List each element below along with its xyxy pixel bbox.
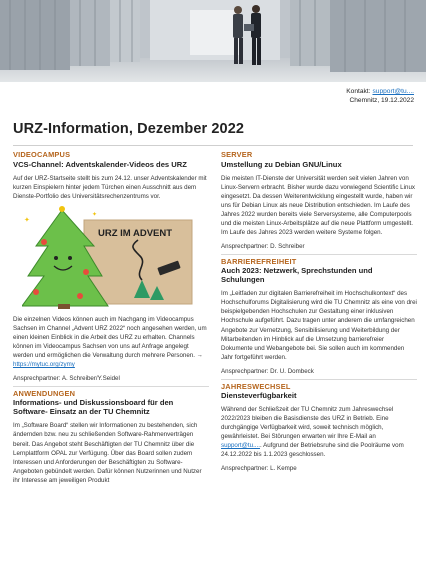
contact-block [346,87,414,105]
article-contact: Ansprechpartner: D. Schreiber [221,242,305,250]
place-date: Chemnitz, 19.12.2022 [349,97,414,104]
article-category: JAHRESWECHSEL [221,381,291,391]
left-column [13,151,209,485]
article-category: SERVER [221,150,253,159]
article-body: Im „Leitfaden zur digitalen Barrierefreiheit im Hochschulkontext“ des Hochschulforums Digitalisierung wird die TU Chemnitz als eine von drei beispielgebenden Hochschulen zur Gestaltung einer inklusiven Hochschule aufgeführt. Dazu tragen unter anderem die umfangreichen Angebote zur Vernetzung, Sensibilisierung und Weiterbildung der Mitarbeitenden im Hinblick auf die Umsetzung barrierefreier Dokumente und Webangebote bei. Sie sollen auch im kommenden Jahr fortgeführt werden. [221,290,417,361]
contact-label: Kontakt: [346,88,371,95]
section-divider [221,254,417,255]
title-rule [13,145,413,146]
christmas-tree-illustration [22,206,196,309]
svg-text:✦: ✦ [92,210,98,218]
article-body: Die meisten IT-Dienste der Universität werden seit vielen Jahren von Linux-Servern erbracht. Bisher wurde dazu vorwiegend Scientific Linux eingesetzt. Da dessen Weiterentwicklung eingestellt wurde, haben wir uns für Debian Linux als neue Distribution entschieden. Im Laufe des Jahres 2022 wurden bereits viele Serversysteme, alle Computerpools und die meisten Linux-Arbeitsplätze auf die neue Plattform umgestellt. Im Laufe des Jahres 2023 werden weitere Systeme folgen. [221,174,415,236]
server-room-photo [0,0,426,82]
server-room-illustration [0,0,426,82]
article-heading: VCS-Channel: Adventskalender-Videos des URZ [13,159,187,169]
article-heading: Auch 2023: Netzwerk, Sprechstunden und Schulungen [221,266,373,285]
contact-email-link[interactable]: support@tu.... [372,88,414,95]
article-contact: Ansprechpartner: A. Schreiber/Y.Seidel [13,374,120,382]
vcs-channel-link[interactable]: https://mytuc.org/zymy [13,360,75,368]
illustration-caption: URZ IM ADVENT [98,227,173,239]
article-category: ANWENDUNGEN [13,388,76,398]
advent-illustration [22,206,196,309]
article-body: Während der Schließzeit der TU Chemnitz zum Jahreswechsel 2022/2023 bleiben die Basisdienste des URZ in Betrieb. Eine durchgängige Verfügbarkeit wird, soweit technisch möglich, gewährleistet. Bei Störungen erwarten wir Ihre E-Mail an support@tu..... Aufgrund der Betriebsruhe sind die Poolräume vom 24.12.2022 bis 1.1.2023 geschlossen. [221,406,404,459]
svg-text:✦: ✦ [24,215,30,224]
article-heading: Umstellung zu Debian GNU/Linux [221,159,342,169]
page-title: URZ-Information, Dezember 2022 [13,121,245,137]
article-category: VIDEOCAMPUS [13,150,71,159]
article-contact: Ansprechpartner: L. Kempe [221,465,297,473]
right-column [221,151,417,473]
support-email-link[interactable]: support@tu.... [221,442,260,450]
article-intro: Auf der URZ-Startseite stellt bis zum 24.12. unser Adventskalender mit kurzen Einspielern hinter jedem Türchen einen Ausschnitt aus dem Dienste-Portfolio des Universitätsrechenzentrums vor. [13,174,207,200]
section-divider [221,379,417,380]
article-heading: Diensteverfügbarkeit [221,391,297,401]
article-body: Im „Software Board“ stellen wir Informationen zu bestehenden, sich ändernden bzw. neu zu schließenden Software-Rahmenverträgen bereit. Das Angebot steht Beschäftigten der TU Chemnitz über die Lernplattform OPAL zur Verfügung. Über das Board sollen zudem Interessen und Anforderungen der Beschäftigten zu Software-Angeboten gebündelt werden. Dafür können Nutzerinnen und Nutzer ihr Interesse am jeweiligen Produkt [13,422,202,484]
article-body: Die einzelnen Videos können auch im Nachgang im Videocampus Sachsen im Channel „Advent URZ 2022“ noch angesehen werden, um einen kleinen Einblick in die Arbeit des URZ zu erhalten. Channels können im Videocampus Sachsen von uns auf Anfrage angelegt werden und ermöglichen die Verwaltung durch mehrere Personen. → https://mytuc.org/zymy [13,315,207,368]
article-contact: Ansprechpartner: Dr. U. Dombeck [221,367,314,375]
section-divider [13,386,209,387]
article-category: BARRIEREFREIHEIT [221,256,297,266]
article-heading: Informations- und Diskussionsboard für den Software- Einsatz an der TU Chemnitz [13,398,174,417]
